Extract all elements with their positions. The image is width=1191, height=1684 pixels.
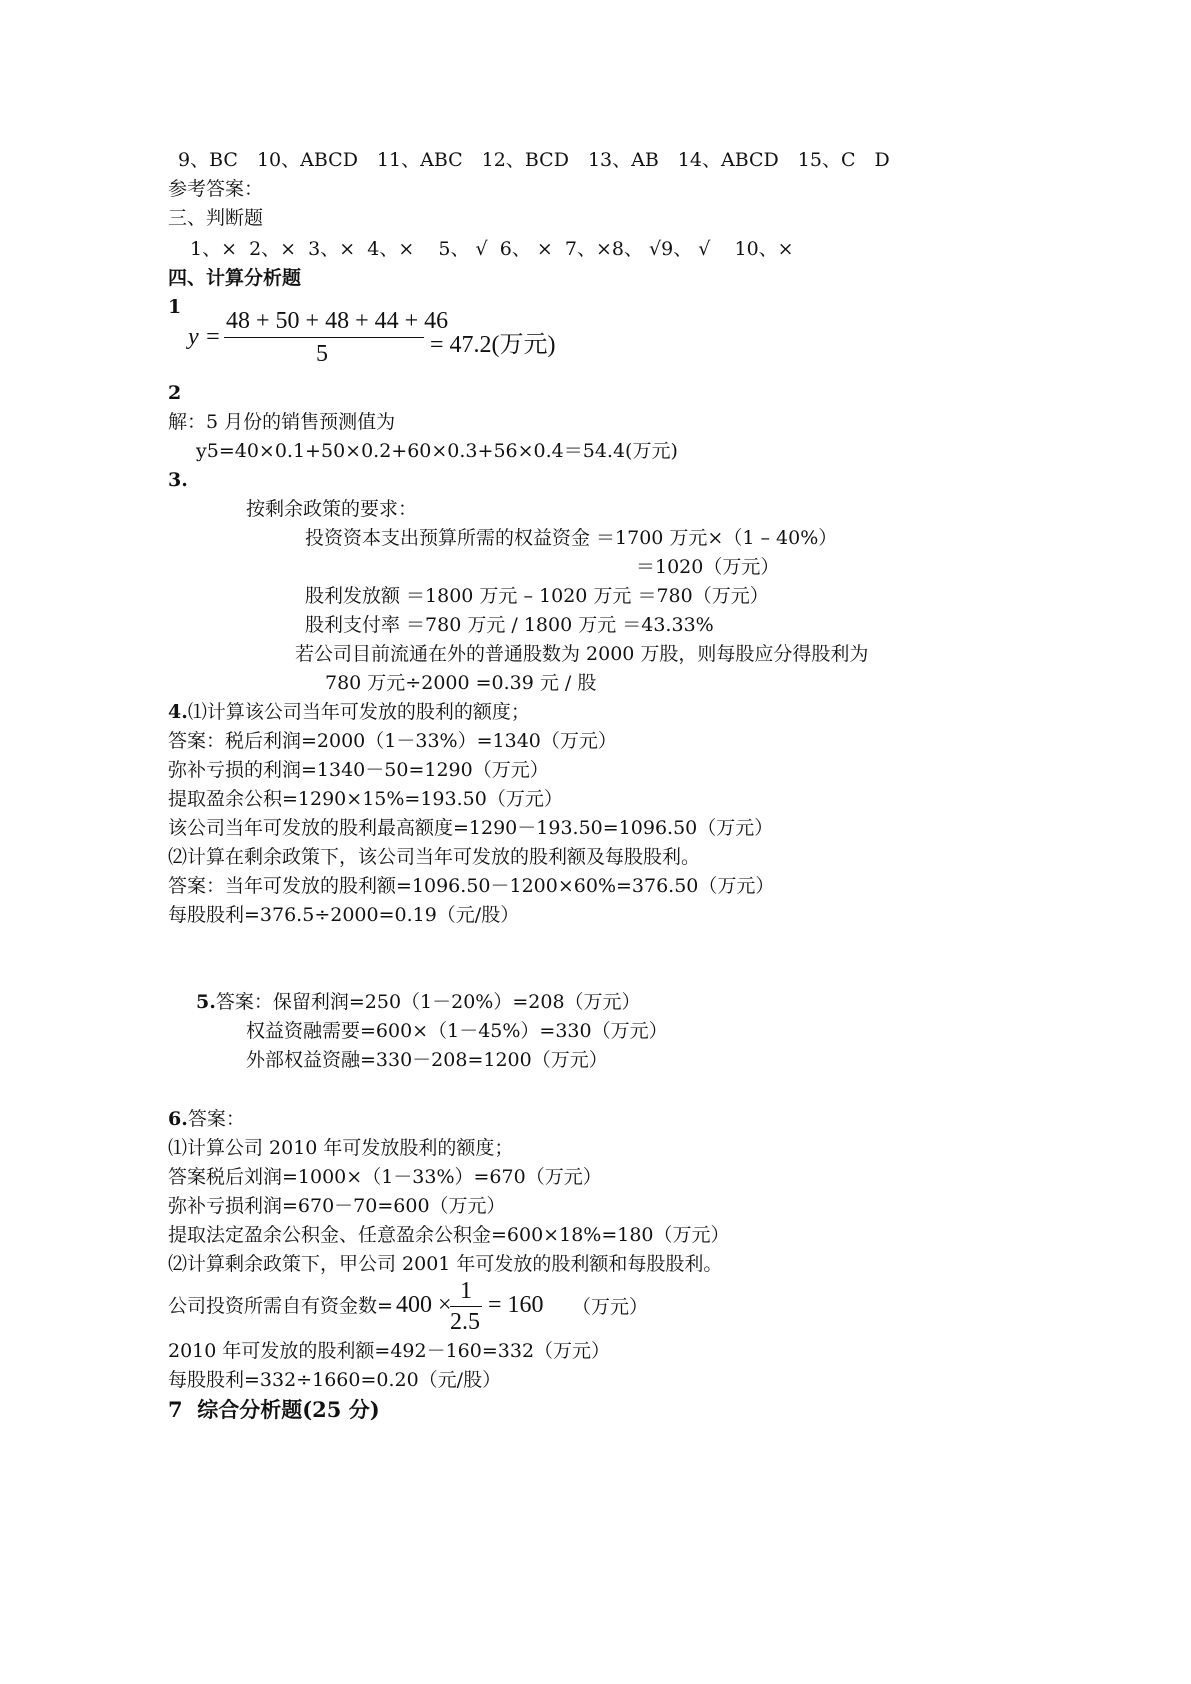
q6-line7-prefix: 公司投资所需自有资金数= <box>168 1295 393 1317</box>
mc-answers: 9、BC 10、ABCD 11、ABC 12、BCD 13、AB 14、ABCD 15、C D <box>178 149 890 171</box>
q4-line2: 答案：税后利润=2000（1－33%）=1340（万元） <box>168 730 617 752</box>
q3-line7: 780 万元÷2000 =0.39 元 / 股 <box>325 672 597 694</box>
q6-formula-denominator: 2.5 <box>450 1309 480 1335</box>
q3-number: 3. <box>168 469 188 491</box>
q7-number: 7 <box>168 1397 183 1422</box>
q5-line2: 权益资融需要=600×（1－45%）=330（万元） <box>246 1020 668 1042</box>
tf-answers: 1、× 2、× 3、× 4、× 5、 √ 6、 × 7、×8、 √9、 √ 10、× <box>190 238 794 260</box>
q6-line4: 弥补亏损利润=670－70=600（万元） <box>168 1195 506 1217</box>
q3-line4: 股利发放额 ＝1800 万元 – 1020 万元 ＝780（万元） <box>305 585 769 607</box>
q2-number: 2 <box>168 382 182 404</box>
q6-formula-rhs: = 160 <box>488 1292 544 1318</box>
q4-line3: 弥补亏损的利润=1340－50=1290（万元） <box>168 759 549 781</box>
q6-formula-numerator: 1 <box>460 1278 472 1304</box>
q2-line2: y5=40×0.1+50×0.2+60×0.3+56×0.4＝54.4(万元) <box>196 440 678 462</box>
q6-line9: 每股股利=332÷1660=0.20（元/股） <box>168 1369 502 1391</box>
q1-numerator: 48 + 50 + 48 + 44 + 46 <box>226 308 449 334</box>
q1-denominator: 5 <box>316 341 328 367</box>
q1-fraction-bar <box>224 337 424 338</box>
q6-line1-text: 答案： <box>187 1108 245 1130</box>
q6-line2: ⑴计算公司 2010 年可发放股利的额度； <box>168 1137 514 1159</box>
q6-line5: 提取法定盈余公积金、任意盈余公积金=600×18%=180（万元） <box>168 1224 730 1246</box>
q4-number: 4. <box>168 701 188 723</box>
section-4-title: 四、计算分析题 <box>168 267 302 289</box>
q1-rhs: = 47.2(万元) <box>430 332 556 358</box>
q4-line5: 该公司当年可发放的股利最高额度=1290－193.50=1096.50（万元） <box>168 817 774 839</box>
q7-heading <box>168 1397 380 1423</box>
q3-line3: ＝1020（万元） <box>636 556 780 578</box>
q5-line1 <box>196 989 641 1015</box>
q6-line8: 2010 年可发放的股利额=492－160=332（万元） <box>168 1340 611 1362</box>
q6-line6: ⑵计算剩余政策下，甲公司 2001 年可发放的股利额和每股股利。 <box>168 1253 723 1275</box>
q6-line1 <box>168 1106 245 1132</box>
ref-answer-label: 参考答案： <box>168 178 264 200</box>
q5-line3: 外部权益资融=330－208=1200（万元） <box>246 1049 608 1071</box>
q4-line7: 答案：当年可发放的股利额=1096.50－1200×60%=376.50（万元） <box>168 875 775 897</box>
q6-line3: 答案税后刘润=1000×（1－33%）=670（万元） <box>168 1166 602 1188</box>
section-3-title: 三、判断题 <box>168 207 264 229</box>
q1-lhs: y = <box>188 324 221 350</box>
q2-line1: 解：5 月份的销售预测值为 <box>168 411 396 433</box>
q3-line6: 若公司目前流通在外的普通股数为 2000 万股，则每股应分得股利为 <box>295 643 869 665</box>
q7-title: 综合分析题(25 分) <box>197 1397 380 1422</box>
q6-number: 6. <box>168 1108 188 1130</box>
q1-formula <box>188 308 568 368</box>
q4-line8: 每股股利=376.5÷2000=0.19（元/股） <box>168 904 520 926</box>
q6-line7-unit: （万元） <box>572 1296 649 1318</box>
q4-line1-text: ⑴计算该公司当年可发放的股利的额度； <box>187 701 530 723</box>
q6-fraction-bar <box>450 1306 482 1307</box>
q3-line2: 投资资本支出预算所需的权益资金 ＝1700 万元×（1 – 40%） <box>305 527 838 549</box>
q1-number: 1 <box>168 296 182 318</box>
q5-line1-text: 答案：保留利润=250（1－20%）=208（万元） <box>215 991 641 1013</box>
q4-line4: 提取盈余公积=1290×15%=193.50（万元） <box>168 788 563 810</box>
q3-line1: 按剩余政策的要求： <box>246 498 418 520</box>
q5-number: 5. <box>196 991 216 1013</box>
q4-line6: ⑵计算在剩余政策下，该公司当年可发放的股利额及每股股利。 <box>168 846 701 868</box>
q4-line1 <box>168 699 530 725</box>
q3-line5: 股利支付率 ＝780 万元 / 1800 万元 ＝43.33% <box>305 614 714 636</box>
q6-formula-lhs: 400 × <box>396 1292 452 1318</box>
